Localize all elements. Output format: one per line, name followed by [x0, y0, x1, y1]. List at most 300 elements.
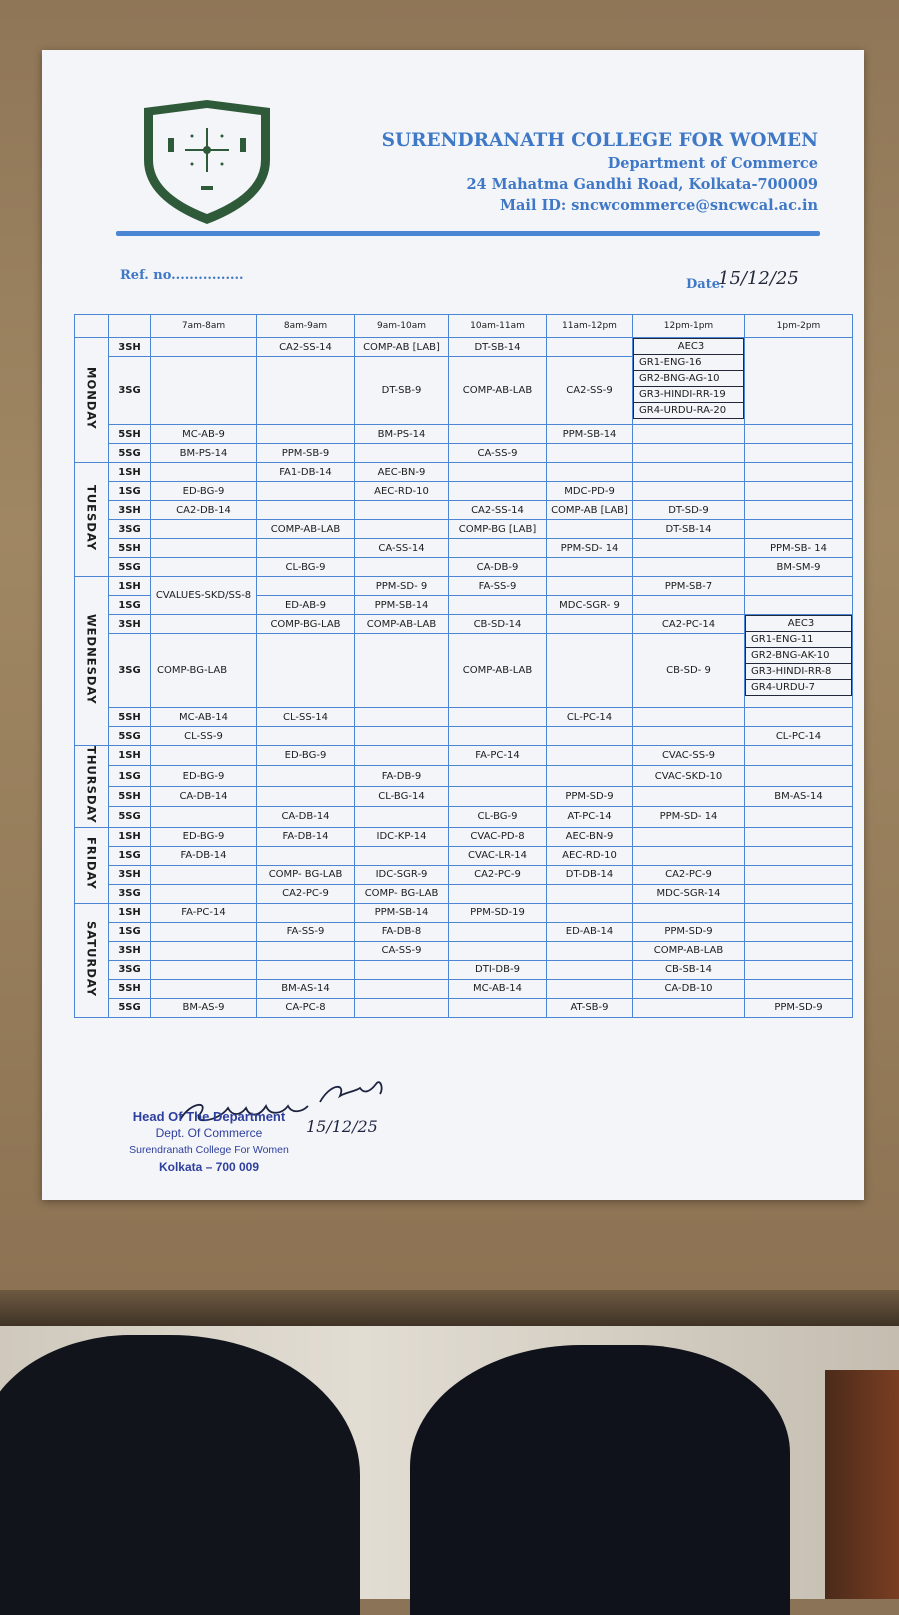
class-cell: PPM-SB-14 — [355, 596, 449, 615]
class-cell — [547, 520, 633, 539]
class-cell — [355, 998, 449, 1017]
class-cell: DT-SB-9 — [355, 357, 449, 425]
class-cell: CL-SS-14 — [257, 708, 355, 727]
class-cell — [355, 501, 449, 520]
section-cell: 5SG — [109, 807, 151, 827]
table-row — [75, 846, 853, 865]
stamp-line: Kolkata – 700 009 — [158, 1160, 260, 1174]
class-cell: COMP- BG-LAB — [355, 884, 449, 903]
section-cell: 1SH — [109, 827, 151, 846]
class-cell: DT-DB-14 — [547, 865, 633, 884]
table-edge — [0, 1290, 899, 1326]
right-leg — [410, 1345, 790, 1615]
class-cell — [633, 425, 745, 444]
table-row — [75, 501, 853, 520]
section-cell: 1SH — [109, 577, 151, 596]
aec-item: GR3-HINDI-RR-8 — [746, 664, 852, 680]
table-row — [75, 444, 853, 463]
time-slot: 9am-10am — [355, 315, 449, 338]
section-cell: 3SG — [109, 357, 151, 425]
department-name: Department of Commerce — [607, 155, 818, 172]
table-row — [75, 827, 853, 846]
section-cell: 1SG — [109, 846, 151, 865]
day-thursday: THURSDAY — [75, 746, 109, 828]
class-cell: FA-SS-9 — [257, 922, 355, 941]
class-cell: MC-AB-14 — [151, 708, 257, 727]
class-cell: FA-PC-14 — [151, 903, 257, 922]
section-cell: 3SG — [109, 634, 151, 708]
class-cell: FA-DB-14 — [151, 846, 257, 865]
class-cell — [633, 708, 745, 727]
section-cell: 3SG — [109, 960, 151, 979]
class-cell: COMP-BG-LAB — [151, 634, 257, 708]
class-cell: CA2-SS-9 — [547, 357, 633, 425]
class-cell — [449, 786, 547, 806]
class-cell: CA-SS-14 — [355, 539, 449, 558]
class-cell: CA2-SS-14 — [257, 338, 355, 357]
class-cell: CA-DB-14 — [151, 786, 257, 806]
class-cell — [355, 960, 449, 979]
class-cell: BM-AS-14 — [257, 979, 355, 998]
class-cell: BM-AS-9 — [151, 998, 257, 1017]
class-cell: DT-SD-9 — [633, 501, 745, 520]
class-cell — [633, 558, 745, 577]
class-cell: CL-PC-14 — [547, 708, 633, 727]
class-cell: ED-BG-9 — [151, 482, 257, 501]
class-cell — [547, 463, 633, 482]
class-cell: PPM-SB-7 — [633, 577, 745, 596]
day-saturday: SATURDAY — [75, 903, 109, 1017]
class-cell: IDC-KP-14 — [355, 827, 449, 846]
section-cell: 1SG — [109, 922, 151, 941]
class-cell — [745, 596, 853, 615]
class-cell — [151, 463, 257, 482]
class-cell: CA2-PC-9 — [449, 865, 547, 884]
class-cell: PPM-SB- 14 — [745, 539, 853, 558]
class-cell: MC-AB-14 — [449, 979, 547, 998]
class-cell — [449, 482, 547, 501]
college-address: 24 Mahatma Gandhi Road, Kolkata-700009 — [466, 176, 818, 193]
class-cell: CB-SD-14 — [449, 615, 547, 634]
class-cell: AEC-RD-10 — [355, 482, 449, 501]
section-cell: 5SH — [109, 425, 151, 444]
class-cell: CA-DB-10 — [633, 979, 745, 998]
time-slot: 7am-8am — [151, 315, 257, 338]
table-row — [75, 998, 853, 1017]
class-cell — [745, 884, 853, 903]
class-cell: MDC-SGR-14 — [633, 884, 745, 903]
header-divider — [116, 231, 820, 236]
time-slot: 1pm-2pm — [745, 315, 853, 338]
table-row — [75, 634, 853, 708]
class-cell — [449, 998, 547, 1017]
section-cell: 5SH — [109, 786, 151, 806]
table-row — [75, 615, 853, 634]
class-cell — [745, 520, 853, 539]
class-cell: CL-BG-14 — [355, 786, 449, 806]
class-cell — [355, 520, 449, 539]
class-cell: CA2-SS-14 — [449, 501, 547, 520]
class-cell: COMP-BG-LAB — [257, 615, 355, 634]
class-cell — [151, 979, 257, 998]
class-cell — [633, 903, 745, 922]
class-cell: CA-DB-9 — [449, 558, 547, 577]
table-row — [75, 727, 853, 746]
class-cell — [745, 708, 853, 727]
section-cell: 3SH — [109, 865, 151, 884]
aec-item: GR4-URDU-RA-20 — [634, 403, 744, 419]
class-cell — [633, 596, 745, 615]
class-cell: FA-DB-9 — [355, 766, 449, 786]
time-slot: 10am-11am — [449, 315, 547, 338]
class-cell — [151, 884, 257, 903]
stamp-line: Dept. Of Commerce — [155, 1126, 263, 1140]
ref-number: Ref. no................ — [120, 268, 244, 283]
class-cell — [547, 941, 633, 960]
class-cell — [633, 846, 745, 865]
section-cell: 1SG — [109, 596, 151, 615]
table-row — [75, 979, 853, 998]
handwritten-date: 15/12/25 — [718, 268, 799, 289]
class-cell: CVAC-PD-8 — [449, 827, 547, 846]
class-cell — [151, 615, 257, 634]
class-cell: CA2-PC-9 — [257, 884, 355, 903]
class-cell — [633, 786, 745, 806]
class-cell: MDC-SGR- 9 — [547, 596, 633, 615]
date-label: Date. — [686, 277, 725, 292]
left-leg — [0, 1335, 360, 1615]
table-row — [75, 865, 853, 884]
class-cell: MDC-PD-9 — [547, 482, 633, 501]
class-cell — [547, 884, 633, 903]
class-cell — [151, 865, 257, 884]
class-cell — [257, 482, 355, 501]
class-cell: CB-SB-14 — [633, 960, 745, 979]
table-row — [75, 786, 853, 806]
class-cell: BM-AS-14 — [745, 786, 853, 806]
class-cell — [257, 727, 355, 746]
class-cell — [547, 903, 633, 922]
section-cell: 5SH — [109, 539, 151, 558]
class-cell — [745, 827, 853, 846]
class-cell: BM-PS-14 — [355, 425, 449, 444]
class-cell: COMP-AB-LAB — [257, 520, 355, 539]
stamp-line: Surendranath College For Women — [129, 1144, 289, 1156]
wooden-shelf — [825, 1370, 899, 1599]
aec-group-cell — [745, 615, 853, 708]
class-cell — [745, 979, 853, 998]
section-cell: 3SH — [109, 615, 151, 634]
section-cell: 5SG — [109, 444, 151, 463]
class-cell: CA2-DB-14 — [151, 501, 257, 520]
class-cell: ED-BG-9 — [257, 746, 355, 766]
class-cell — [547, 634, 633, 708]
class-cell: FA-DB-14 — [257, 827, 355, 846]
section-cell: 5SG — [109, 558, 151, 577]
section-cell: 5SH — [109, 979, 151, 998]
class-cell — [151, 520, 257, 539]
class-cell: AEC-BN-9 — [355, 463, 449, 482]
class-cell: FA-PC-14 — [449, 746, 547, 766]
mail-id: Mail ID: sncwcommerce@sncwcal.ac.in — [499, 197, 818, 214]
class-cell: CA-SS-9 — [449, 444, 547, 463]
time-slot-header-row — [75, 315, 853, 338]
class-cell: COMP-BG [LAB] — [449, 520, 547, 539]
class-cell: FA-SS-9 — [449, 577, 547, 596]
class-cell — [547, 338, 633, 357]
class-cell: COMP-AB [LAB] — [547, 501, 633, 520]
class-cell — [355, 846, 449, 865]
class-cell — [151, 807, 257, 827]
class-cell — [151, 941, 257, 960]
table-row — [75, 884, 853, 903]
class-cell: BM-SM-9 — [745, 558, 853, 577]
class-cell: PPM-SD-9 — [633, 922, 745, 941]
class-cell — [745, 338, 853, 425]
aec-item: GR1-ENG-11 — [746, 632, 852, 648]
class-cell — [633, 482, 745, 501]
day-tuesday: TUESDAY — [75, 463, 109, 577]
day-wednesday: WEDNESDAY — [75, 577, 109, 746]
class-cell — [151, 746, 257, 766]
class-cell — [257, 960, 355, 979]
aec-item: GR4-URDU-7 — [746, 680, 852, 696]
class-cell — [151, 357, 257, 425]
class-cell — [449, 922, 547, 941]
class-cell — [633, 539, 745, 558]
class-cell: CA2-PC-14 — [633, 615, 745, 634]
class-cell: CVAC-SS-9 — [633, 746, 745, 766]
class-cell — [355, 634, 449, 708]
class-cell — [257, 786, 355, 806]
class-cell — [355, 807, 449, 827]
day-friday: FRIDAY — [75, 827, 109, 903]
table-row — [75, 463, 853, 482]
class-cell — [745, 903, 853, 922]
class-cell: PPM-SB-14 — [355, 903, 449, 922]
class-cell: PPM-SD- 14 — [633, 807, 745, 827]
class-cell — [257, 577, 355, 596]
table-row — [75, 558, 853, 577]
day-monday: MONDAY — [75, 338, 109, 463]
class-cell: DT-SB-14 — [449, 338, 547, 357]
section-cell: 5SG — [109, 998, 151, 1017]
table-row — [75, 807, 853, 827]
class-cell — [633, 463, 745, 482]
class-cell — [355, 444, 449, 463]
class-cell: AT-SB-9 — [547, 998, 633, 1017]
section-cell: 1SG — [109, 482, 151, 501]
class-cell — [355, 746, 449, 766]
class-cell — [449, 596, 547, 615]
class-cell: PPM-SB-14 — [547, 425, 633, 444]
class-cell — [547, 979, 633, 998]
class-cell — [355, 558, 449, 577]
section-cell: 3SH — [109, 501, 151, 520]
class-cell — [745, 444, 853, 463]
class-cell — [257, 357, 355, 425]
section-cell: 3SH — [109, 338, 151, 357]
class-cell: ED-AB-14 — [547, 922, 633, 941]
class-cell — [745, 463, 853, 482]
table-row — [75, 425, 853, 444]
class-cell — [745, 960, 853, 979]
table-row — [75, 746, 853, 766]
corner-cell — [75, 315, 109, 338]
class-cell — [633, 998, 745, 1017]
class-cell: FA1-DB-14 — [257, 463, 355, 482]
section-cell: 5SG — [109, 727, 151, 746]
aec-item: GR2-BNG-AK-10 — [746, 648, 852, 664]
class-cell: CVAC-LR-14 — [449, 846, 547, 865]
class-cell: CA-SS-9 — [355, 941, 449, 960]
class-cell — [547, 746, 633, 766]
class-cell — [257, 766, 355, 786]
class-cell — [745, 807, 853, 827]
class-cell: ED-AB-9 — [257, 596, 355, 615]
table-row — [75, 903, 853, 922]
class-cell: COMP-AB [LAB] — [355, 338, 449, 357]
class-cell — [547, 727, 633, 746]
class-cell — [257, 941, 355, 960]
class-cell — [745, 941, 853, 960]
class-cell — [745, 846, 853, 865]
stamp-line: Head Of The Department — [132, 1109, 286, 1124]
timetable-sheet — [42, 50, 864, 1200]
class-cell — [151, 338, 257, 357]
class-cell: COMP-AB-LAB — [633, 941, 745, 960]
aec-group-cell — [633, 338, 745, 425]
class-cell: ED-BG-9 — [151, 766, 257, 786]
class-cell — [745, 425, 853, 444]
class-cell — [151, 558, 257, 577]
class-cell — [547, 444, 633, 463]
aec-group-table — [745, 615, 852, 696]
class-cell — [449, 463, 547, 482]
class-timetable — [74, 314, 853, 1018]
class-cell: PPM-SD- 14 — [547, 539, 633, 558]
table-row — [75, 922, 853, 941]
time-slot: 12pm-1pm — [633, 315, 745, 338]
class-cell — [745, 746, 853, 766]
class-cell — [547, 960, 633, 979]
class-cell — [745, 922, 853, 941]
class-cell: MC-AB-9 — [151, 425, 257, 444]
class-cell — [745, 865, 853, 884]
table-row — [75, 482, 853, 501]
class-cell: PPM-SD-9 — [745, 998, 853, 1017]
table-row — [75, 960, 853, 979]
class-cell: IDC-SGR-9 — [355, 865, 449, 884]
class-cell — [355, 979, 449, 998]
class-cell: PPM-SD-9 — [547, 786, 633, 806]
class-cell — [449, 727, 547, 746]
class-cell: CL-BG-9 — [449, 807, 547, 827]
class-cell — [355, 727, 449, 746]
class-cell: CA2-PC-9 — [633, 865, 745, 884]
section-cell: 3SG — [109, 520, 151, 539]
class-cell: CA-DB-14 — [257, 807, 355, 827]
college-name: SURENDRANATH COLLEGE FOR WOMEN — [381, 130, 818, 151]
class-cell — [449, 884, 547, 903]
class-cell — [257, 846, 355, 865]
class-cell — [633, 827, 745, 846]
class-cell — [449, 425, 547, 444]
class-cell — [151, 922, 257, 941]
class-cell — [745, 766, 853, 786]
class-cell: PPM-SD- 9 — [355, 577, 449, 596]
table-row — [75, 708, 853, 727]
class-cell: PPM-SB-9 — [257, 444, 355, 463]
corner-cell — [109, 315, 151, 338]
class-cell — [449, 708, 547, 727]
section-cell: 1SH — [109, 903, 151, 922]
class-cell: AEC-RD-10 — [547, 846, 633, 865]
class-cell: CL-SS-9 — [151, 727, 257, 746]
class-cell: DT-SB-14 — [633, 520, 745, 539]
aec-item: GR2-BNG-AG-10 — [634, 371, 744, 387]
class-cell — [257, 501, 355, 520]
class-cell — [745, 482, 853, 501]
class-cell: COMP-AB-LAB — [355, 615, 449, 634]
class-cell — [547, 766, 633, 786]
class-cell — [745, 501, 853, 520]
class-cell: AEC-BN-9 — [547, 827, 633, 846]
class-cell: CB-SD- 9 — [633, 634, 745, 708]
class-cell: FA-DB-8 — [355, 922, 449, 941]
class-cell — [151, 539, 257, 558]
aec-group-table — [633, 338, 744, 419]
college-logo-icon — [140, 100, 274, 225]
class-cell — [355, 708, 449, 727]
department-stamp — [94, 1108, 324, 1176]
class-cell — [449, 941, 547, 960]
class-cell — [633, 727, 745, 746]
class-cell — [449, 766, 547, 786]
section-cell: 1SH — [109, 746, 151, 766]
aec-item: GR3-HINDI-RR-19 — [634, 387, 744, 403]
class-cell — [257, 425, 355, 444]
class-cell: BM-PS-14 — [151, 444, 257, 463]
aec-item: AEC3 — [746, 616, 852, 632]
class-cell: AT-PC-14 — [547, 807, 633, 827]
class-cell: CL-PC-14 — [745, 727, 853, 746]
class-cell: CVALUES-SKD/SS-8 — [151, 577, 257, 615]
class-cell — [547, 615, 633, 634]
class-cell — [257, 634, 355, 708]
section-cell: 3SH — [109, 941, 151, 960]
time-slot: 8am-9am — [257, 315, 355, 338]
class-cell — [547, 577, 633, 596]
section-cell: 1SH — [109, 463, 151, 482]
aec-item: GR1-ENG-16 — [634, 355, 744, 371]
class-cell: COMP-AB-LAB — [449, 634, 547, 708]
table-row — [75, 766, 853, 786]
class-cell: CL-BG-9 — [257, 558, 355, 577]
class-cell — [151, 960, 257, 979]
class-cell: COMP- BG-LAB — [257, 865, 355, 884]
class-cell — [449, 539, 547, 558]
class-cell — [633, 444, 745, 463]
class-cell: PPM-SD-19 — [449, 903, 547, 922]
class-cell — [745, 577, 853, 596]
table-row — [75, 577, 853, 596]
class-cell: COMP-AB-LAB — [449, 357, 547, 425]
class-cell: CA-PC-8 — [257, 998, 355, 1017]
aec-item: AEC3 — [634, 339, 744, 355]
table-row — [75, 520, 853, 539]
class-cell — [257, 539, 355, 558]
